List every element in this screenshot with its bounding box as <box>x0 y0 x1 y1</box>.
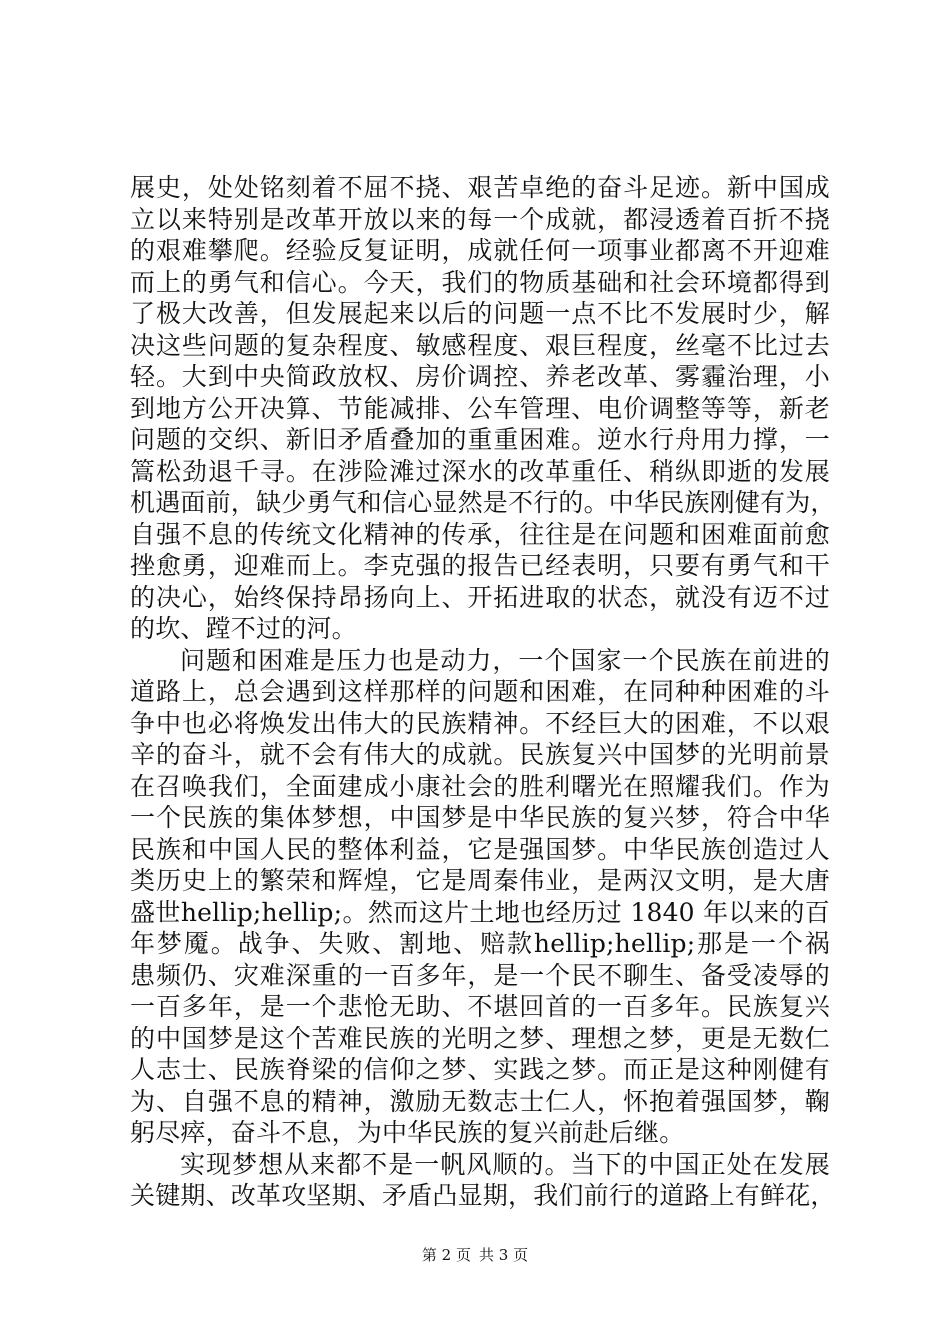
text-line: 盛世hellip;hellip;。然而这片土地也经历过 1840 年以来的百 <box>130 897 830 927</box>
text-line: 关键期、改革攻坚期、矛盾凸显期，我们前行的道路上有鲜花， <box>130 1181 836 1210</box>
page-footer <box>0 1244 950 1265</box>
text-line: 问题的交织、新旧矛盾叠加的重重困难。逆水行舟用力撑，一 <box>130 425 830 454</box>
text-line: 在召唤我们，全面建成小康社会的胜利曙光在照耀我们。作为 <box>130 771 830 801</box>
text-line: 了极大改善，但发展起来以后的问题一点不比不发展时少，解 <box>130 299 830 328</box>
text-line: 为、自强不息的精神，激励无数志士仁人，怀抱着强国梦，鞠 <box>130 1086 830 1116</box>
text-line: 争中也必将焕发出伟大的民族精神。不经巨大的困难，不以艰 <box>130 708 830 738</box>
text-line: 展史，处处铭刻着不屈不挠、艰苦卓绝的奋斗足迹。新中国成 <box>130 173 830 202</box>
text-line: 挫愈勇，迎难而上。李克强的报告已经表明，只要有勇气和干 <box>130 551 830 580</box>
text-line: 躬尽瘁，奋斗不息，为中华民族的复兴前赴后继。 <box>130 1118 685 1147</box>
text-line: 实现梦想从来都不是一帆风顺的。当下的中国正处在发展 <box>180 1149 830 1179</box>
text-line: 篙松劲退千寻。在涉险滩过深水的改革重任、稍纵即逝的发展 <box>130 456 830 486</box>
text-line: 的艰难攀爬。经验反复证明，成就任何一项事业都离不开迎难 <box>130 236 830 265</box>
text-line: 道路上，总会遇到这样那样的问题和困难，在同种种困难的斗 <box>130 677 830 706</box>
page-total: 共 3 页 <box>479 1246 529 1264</box>
text-line: 自强不息的传统文化精神的传承，往往是在问题和困难面前愈 <box>130 519 830 549</box>
text-line: 辛的奋斗，就不会有伟大的成就。民族复兴中国梦的光明前景 <box>130 740 830 769</box>
text-line: 年梦魇。战争、失败、割地、赔款hellip;hellip;那是一个祸 <box>130 929 830 958</box>
text-line: 民族和中国人民的整体利益，它是强国梦。中华民族创造过人 <box>130 834 830 864</box>
text-line: 的决心，始终保持昂扬向上、开拓进取的状态，就没有迈不过 <box>130 582 830 612</box>
text-line: 轻。大到中央简政放权、房价调控、养老改革、雾霾治理，小 <box>130 362 830 391</box>
text-line: 患频仍、灾难深重的一百多年，是一个民不聊生、备受凌辱的 <box>130 960 830 990</box>
text-line: 一百多年，是一个悲怆无助、不堪回首的一百多年。民族复兴 <box>130 992 830 1021</box>
text-line: 问题和困难是压力也是动力，一个国家一个民族在前进的 <box>180 645 830 675</box>
text-line: 而上的勇气和信心。今天，我们的物质基础和社会环境都得到 <box>130 267 830 297</box>
text-line: 人志士、民族脊梁的信仰之梦、实践之梦。而正是这种刚健有 <box>130 1055 830 1084</box>
text-line: 一个民族的集体梦想，中国梦是中华民族的复兴梦，符合中华 <box>130 803 830 832</box>
text-line: 立以来特别是改革开放以来的每一个成就，都浸透着百折不挠 <box>130 204 830 234</box>
text-line: 类历史上的繁荣和辉煌，它是周秦伟业，是两汉文明，是大唐 <box>130 866 830 895</box>
body-text <box>130 172 836 1212</box>
page-number: 第 2 页 <box>421 1246 471 1264</box>
text-line: 的中国梦是这个苦难民族的光明之梦、理想之梦，更是无数仁 <box>130 1023 830 1053</box>
text-line: 机遇面前，缺少勇气和信心显然是不行的。中华民族刚健有为， <box>130 488 836 517</box>
text-line: 的坎、蹚不过的河。 <box>130 614 357 643</box>
text-line: 到地方公开决算、节能减排、公车管理、电价调整等等，新老 <box>130 393 830 423</box>
text-line: 决这些问题的复杂程度、敏感程度、艰巨程度，丝毫不比过去 <box>130 330 830 360</box>
